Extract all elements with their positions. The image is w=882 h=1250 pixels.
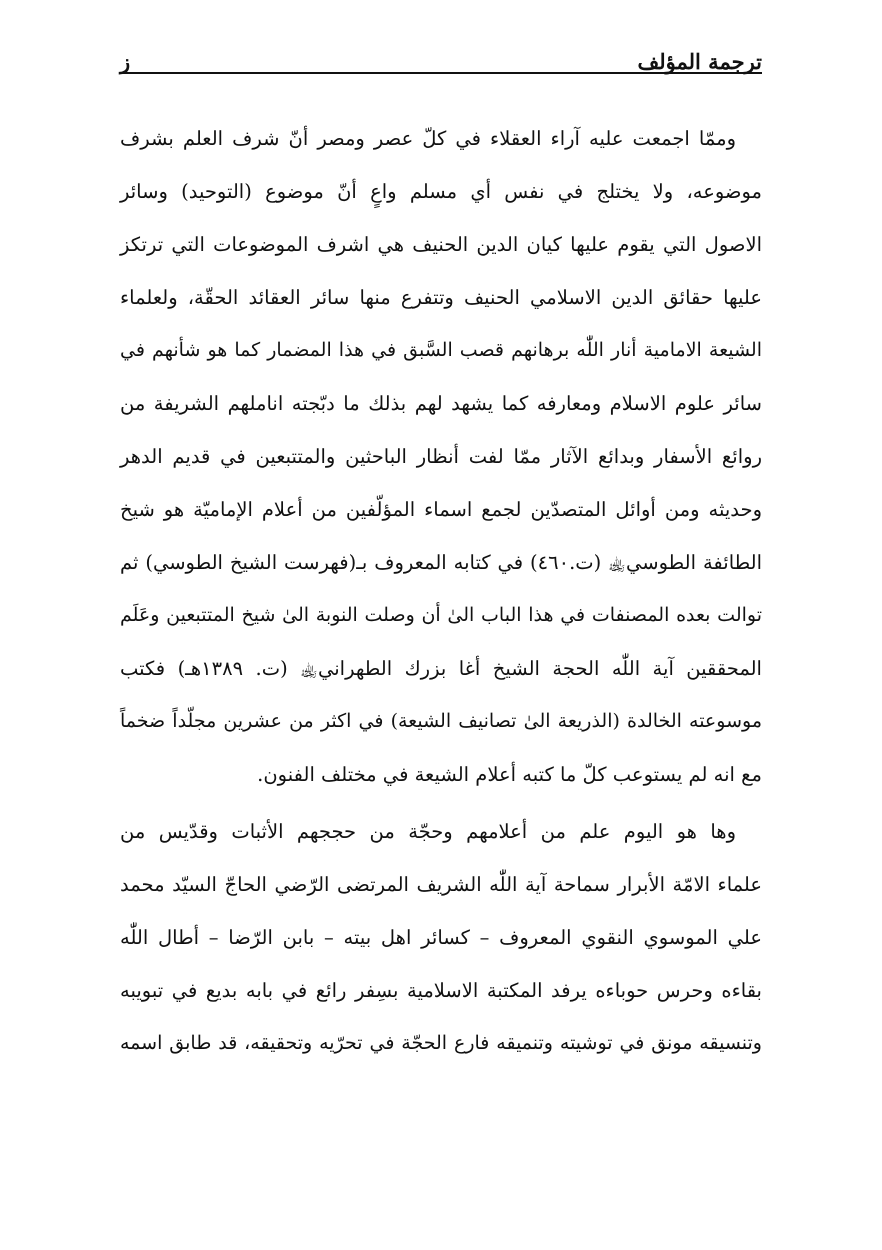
text-line: بقاءه وحرس حوباءه يرفد المكتبة الاسلامية بسِفر رائع في بابه بديع في تبويبه (120, 979, 762, 1002)
text-line: الطائفة الطوسي﵀ (ت.٤٦٠) في كتابه المعروف بـ(فهرست الشيخ الطوسي) ثم (120, 551, 762, 574)
running-title: ترجمة المؤلف (637, 49, 762, 74)
text-line: علماء الامّة الأبرار سماحة آية اللّٰه الشريف المرتضى الرّضي الحاجّ السيّد محمد (120, 873, 762, 896)
text-line: توالت بعده المصنفات في هذا الباب الىٰ أن وصلت النوبة الىٰ شيخ المتتبعين وعَلَم (120, 604, 762, 626)
text-line: وتنسيقه مونق في توشيته وتنميقه فارع الحجّة في تحرّيه وتحقيقه، قد طابق اسمه (120, 1032, 762, 1054)
text-line: موسوعته الخالدة (الذريعة الىٰ تصانيف الشيعة) في اكثر من عشرين مجلّداً ضخماً (120, 710, 762, 732)
text-line: موضوعه، ولا يختلج في نفس أي مسلم واعٍ أنّ موضوع (التوحيد) وسائر (120, 180, 762, 203)
text-line: وها هو اليوم علم من أعلامهم وحجّة من حججهم الأثبات وقدّيس من (120, 820, 736, 843)
paragraph-2 (120, 805, 762, 1070)
text-line: الاصول التي يقوم عليها كيان الدين الحنيف هي اشرف الموضوعات التي ترتكز (120, 233, 763, 256)
text-line: الشيعة الامامية أنار اللّٰه برهانهم قصب السَّبق في هذا المضمار كما هو شأنهم في (120, 339, 762, 361)
body-text (120, 112, 762, 1070)
page-number: ز (120, 49, 131, 74)
text-line: وممّا اجمعت عليه آراء العقلاء في كلّ عصر ومصر أنّ شرف العلم بشرف (120, 127, 736, 150)
text-line: المحققين آية اللّٰه الحجة الشيخ أغا بزرك الطهراني﵀ (ت. ١٣٨٩هـ) فكتب (120, 657, 762, 680)
text-line: وحديثه ومن أوائل المتصدّين لجمع اسماء المؤلّفين من أعلام الإماميّة هو شيخ (120, 498, 762, 521)
text-line: مع انه لم يستوعب كلّ ما كتبه أعلام الشيعة في مختلف الفنون. (257, 763, 762, 786)
text-line: روائع الأسفار وبدائع الآثار ممّا لفت أنظار الباحثين والمتتبعين في قديم الدهر (120, 445, 762, 468)
text-line: عليها حقائق الدين الاسلامي الحنيف وتتفرع منها سائر العقائد الحقّة، ولعلماء (120, 286, 762, 309)
text-line: علي الموسوي النقوي المعروف – كسائر اهل بيته – بابن الرّضا – أطال اللّٰه (120, 926, 762, 949)
text-line: سائر علوم الاسلام ومعارفه كما يشهد لهم بذلك ما دبّجته اناملهم الشريفة من (120, 392, 762, 415)
header-rule (120, 72, 762, 74)
page-header (120, 38, 762, 72)
paragraph-1 (120, 112, 762, 801)
